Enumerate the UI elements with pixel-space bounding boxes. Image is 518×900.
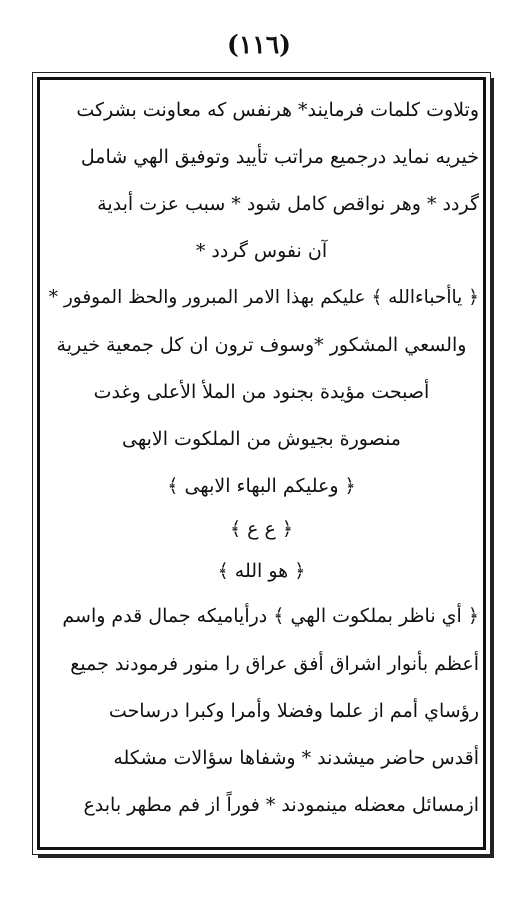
text-line: ﴿ ياأحباءالله ﴾ عليكم بهذا الامر المبرور والحظ الموفور * [48,287,479,308]
text-line: أصبحت مؤيدة بجنود من الملأ الأعلى وغدت [93,381,430,403]
text-line: وتلاوت كلمات فرمايند* هرنفس كه معاونت بشركت [76,99,479,121]
text-line: آن نفوس گردد * [195,240,328,262]
text-line: ﴿ أي ناظر بملكوت الهي ﴾ درأياميكه جمال قدم واسم [62,605,479,627]
text-line: رؤساي أمم از علما وفضلا وأمرا وكبرا درساحت [108,700,479,722]
text-line: ازمسائل معضله مينمودند * فوراً از فم مطهر بابدع [83,794,479,816]
text-line: أعظم بأنوار اشراق أفق عراق را منور فرمودند جميع [70,653,479,675]
border-shadow-right [491,78,494,858]
closing-line: ﴿ وعليكم البهاء الابهى ﴾ [167,475,356,497]
text-line: خيريه نمايد درجميع مراتب تأييد وتوفيق الهي شامل [80,146,479,168]
border-shadow-bottom [38,855,494,858]
text-line: أقدس حاضر ميشدند * وشفاها سؤالات مشكله [113,747,479,769]
text-line: والسعي المشكور *وسوف ترون ان كل جمعية خيرية [56,334,467,356]
text-line: منصورة بجيوش من الملكوت الابهى [122,428,401,450]
page-number: (١١٦) [227,30,291,59]
text-line: گردد * وهر نواقص كامل شود * سبب عزت أبدية [97,193,479,215]
body-text [44,84,479,846]
heading-line: ﴿ هو الله ﴾ [217,560,306,582]
signature-line: ﴿ ع ع ﴾ [229,518,294,540]
